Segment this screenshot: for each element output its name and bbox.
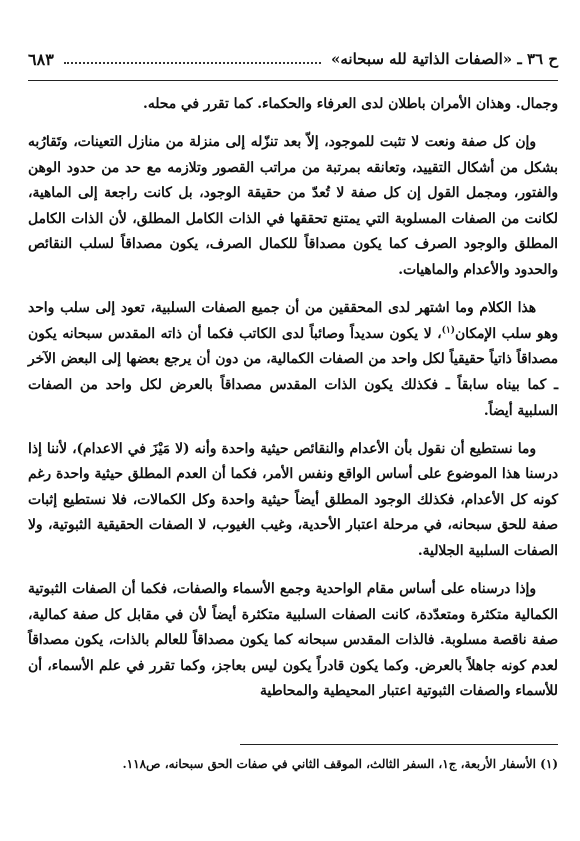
paragraph-1: وجمال. وهذان الأمران باطلان لدى العرفاء والحكماء. كما تقرر في محله. [143, 96, 558, 112]
footnote-ref[interactable]: (١) [441, 325, 456, 336]
paragraph-2: وإن كل صفة ونعت لا تثبت للموجود، إلاّ بعد تنزّله إلى منزلة من منازل التعينات، وتَقارُبه بشكل من أشكال التقييد، وتعانقه بمرتبة من مراتب القصور وتلازمه مع حد من حدود الوهن والفتور، ومجمل القول إن كل صفة لا تُعدّ من حقيقة الوجود، بل كانت راجعة إلى الماهية، لكانت من الصفات المسلوبة التي يمتنع تحققها في الذات الكامل المطلق، لأن الذات الكامل المطلق والوجود الصرف كما يكون مصداقاً للكمال الصرف، يكون مصداقاً لسلب النقائص والحدود والأعدام والماهيات. [28, 134, 558, 279]
paragraph-3-start: هذا الكلام وما اشتهر لدى المحققين من أن جميع الصفات السلبية، تعود إلى سلب واحد وهو سلب الإمكان [28, 300, 558, 342]
paragraph-5: وإذا درسناه على أساس مقام الواحدية وجمع الأسماء والصفات، فكما أن الصفات الثبوتية الكمالية متكثرة ومتعدّدة، كانت الصفات السلبية متكثرة أيضاً لأن في مقابل كل صفة كمالية، صفة ناقصة مسلوبة. فالذات المقدس سبحانه كما يكون مصداقاً للعالم بالذات، يكون مصداقاً لعدم كونه جاهلاً بالعرض. وكما يكون قادراً يكون ليس بعاجز، وكما تقرر في علم الأسماء، أن للأسماء والصفات الثبوتية اعتبار المحيطية والمحاطية [28, 581, 558, 700]
paragraph-3 [28, 296, 558, 424]
footnote-rule [240, 744, 558, 745]
header-rule [28, 80, 558, 81]
body-text [28, 92, 558, 718]
chapter-title: ح ٣٦ ـ «الصفات الذاتية لله سبحانه» [331, 50, 558, 68]
paragraph-3-end: ، لا يكون سديداً وصائباً لدى الكاتب فكما أن ذاته المقدس سبحانه يكون مصداقاً ذاتياً حقيقياً لكل واحد من الصفات الكمالية، من دون أن يرجع بعضها إلى البعض الآخر ـ كما بيناه سابقاً ـ فكذلك يكون الذات المقدس مصداقاً بالعرض لكل واحد من الصفات السلبية أيضاً. [28, 325, 558, 419]
page-number: ٦٨٣ [28, 49, 54, 69]
footnote: (١) الأسفار الأربعة، ج١، السفر الثالث، الموقف الثاني في صفات الحق سبحانه، ص١١٨. [122, 757, 558, 771]
leader-dots [64, 54, 321, 64]
paragraph-4: وما نستطيع أن نقول بأن الأعدام والنقائص حيثية واحدة وأنه (لا مَيْزَ في الاعدام)، لأننا إذا درسنا هذا الموضوع على أساس الواقع ونفس الأمر، فكما أن العدم المطلق حيثية واحدة رغم كونه كل الأعدام، فكذلك الوجود المطلق أيضاً حيثية واحدة وكل الكمالات، فلا نستطيع إثبات صفة للحق سبحانه، في مرحلة اعتبار الأحدية، وغيب الغيوب، لا الصفات الحقيقية الثبوتية، ولا الصفات السلبية الجلالية. [28, 440, 558, 559]
running-header [28, 46, 558, 72]
